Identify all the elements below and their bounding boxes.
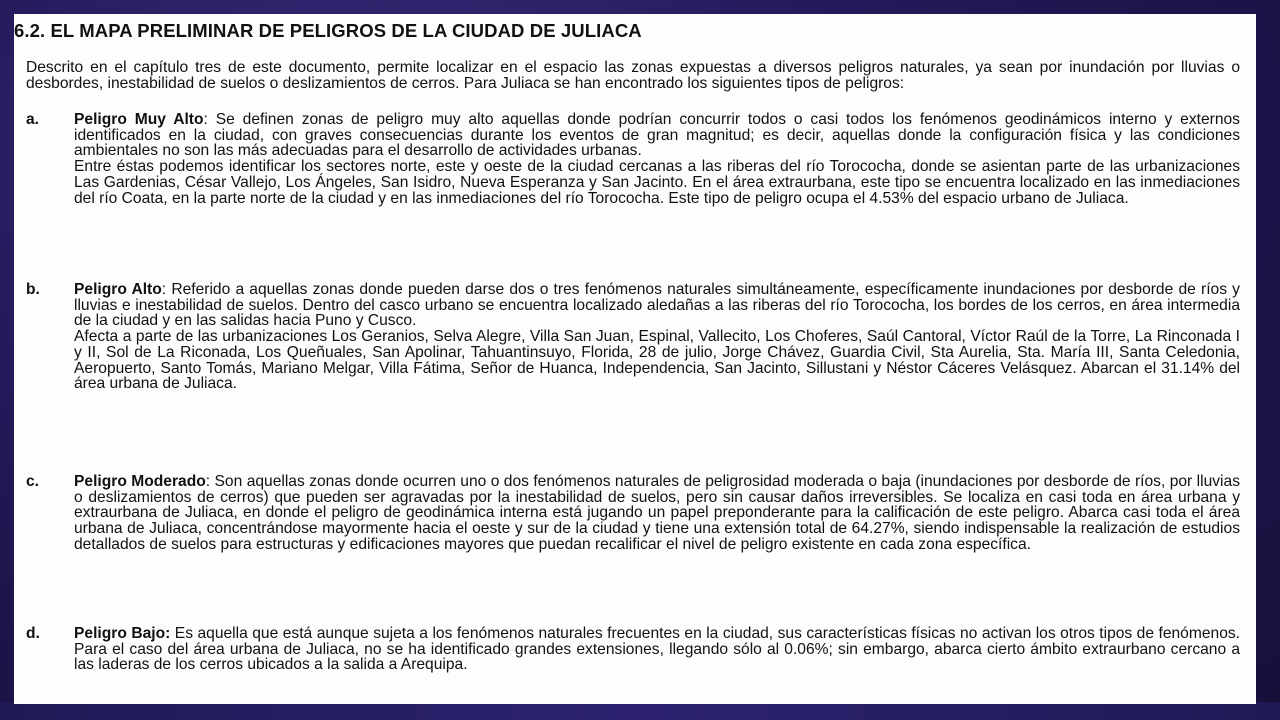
hazard-description: Es aquella que está aunque sujeta a los fenómenos naturales frecuentes en la ciudad, sus características físicas no activan los otros tipos de fenómenos. Para el caso del área urbana de Juliaca, no se ha identificado grandes extensiones, llegando sólo al 0.06%; sin embargo, abarca cierto ámbito extraurbano cercano a las laderas de los cerros ubicados a la salida a Arequipa. (74, 625, 1240, 674)
list-item-letter: d. (26, 625, 40, 642)
hazard-term: Peligro Muy Alto (74, 111, 204, 128)
term-separator: : (203, 111, 208, 128)
list-item-letter: b. (26, 281, 40, 298)
intro-paragraph: Descrito en el capítulo tres de este documento, permite localizar en el espacio las zonas expuestas a diversos peligros naturales, ya sean por inundación por lluvias o desbordes, inestabilidad de suelos o deslizamientos de cerros. Para Juliaca se han encontrado los siguientes tipos de peligros: (26, 59, 1240, 92)
list-item-body (74, 112, 1240, 206)
list-item-body (74, 474, 1240, 553)
term-separator: : (161, 281, 167, 298)
hazard-description: Son aquellas zonas donde ocurren uno o dos fenómenos naturales de peligrosidad moderada o baja (inundaciones por desborde de ríos, por lluvias o deslizamientos de cerros) que pueden ser agravadas por la inestabilidad de suelos, pero sin causar daños irreversibles. Se localiza en casi toda en área urbana y extraurbana de Juliaca, en donde el peligro de geodinámica interna está jugando un papel preponderante para la calificación de este peligro. Abarca casi toda el área urbana de Juliaca, concentrándose mayormente hacia el oeste y sur de la ciudad y tiene una extensión total de 64.27%, siendo indispensable la realización de estudios detallados de suelos para estructuras y edificaciones mayores que puedan recalificar el nivel de peligro existente en cada zona específica. (74, 473, 1240, 553)
hazard-term: Peligro Alto (74, 281, 162, 298)
list-item-letter: c. (26, 473, 40, 490)
hazard-description: Referido a aquellas zonas donde pueden darse dos o tres fenómenos naturales simultáneamente, específicamente inundaciones por desborde de ríos y lluvias e inestabilidad de suelos. Dentro del casco urbano se encuentra localizado aledañas a las riberas del río Torococha, los bordes de los cerros, en área intermedia de la ciudad y en las salidas hacia Puno y Cusco. (74, 281, 1240, 330)
hazard-term: Peligro Moderado (74, 473, 206, 490)
list-item-body (74, 282, 1240, 392)
hazard-description-2: Afecta a parte de las urbanizaciones Los Geranios, Selva Alegre, Villa San Juan, Espinal, Vallecito, Los Choferes, Saúl Cantoral, Víctor Raúl de la Torre, La Rinconada I y II, Sol de La Riconada, Los Queñuales, San Apolinar, Tahuantinsuyo, Florida, 28 de julio, Jorge Chávez, Guardia Civil, Sta Aurelia, Sta. María III, Santa Celedonia, Aeropuerto, Santo Tomás, Mariano Melgar, Villa Fátima, Señor de Huanca, Independencia, San Jacinto, Sillustani y Néstor Cáceres Velásquez. Abarcan el 31.14% del área urbana de Juliaca. (74, 328, 1240, 393)
list-item-body (74, 626, 1240, 673)
section-heading: 6.2. EL MAPA PRELIMINAR DE PELIGROS DE LA CIUDAD DE JULIACA (14, 20, 642, 41)
document-page (14, 14, 1256, 704)
slide-bottom-band (0, 702, 1280, 720)
term-separator: : (205, 473, 211, 490)
list-item-letter: a. (26, 111, 40, 128)
hazard-description-2: Entre éstas podemos identificar los sectores norte, este y oeste de la ciudad cercanas a las riberas del río Torocochа, donde se asientan parte de las urbanizaciones Las Gardenias, César Vallejo, Los Ángeles, San Isidro, Nueva Esperanza y San Jacinto. En el área extraurbana, este tipo se encuentra localizado en las inmediaciones del río Coata, en la parte norte de la ciudad y en las inmediaciones del río Torococha. Este tipo de peligro ocupa el 4.53% del espacio urbano de Juliaca. (74, 158, 1240, 207)
hazard-description: Se definen zonas de peligro muy alto aquellas donde podrían concurrir todos o casi todos los fenómenos geodinámicos interno y externos identificados en la ciudad, con graves consecuencias durante los eventos de gran magnitud; es decir, aquellas donde la configuración física y las condiciones ambientales no son las más adecuadas para el desarrollo de actividades urbanas. (74, 111, 1240, 160)
hazard-term: Peligro Bajo: (74, 625, 171, 642)
